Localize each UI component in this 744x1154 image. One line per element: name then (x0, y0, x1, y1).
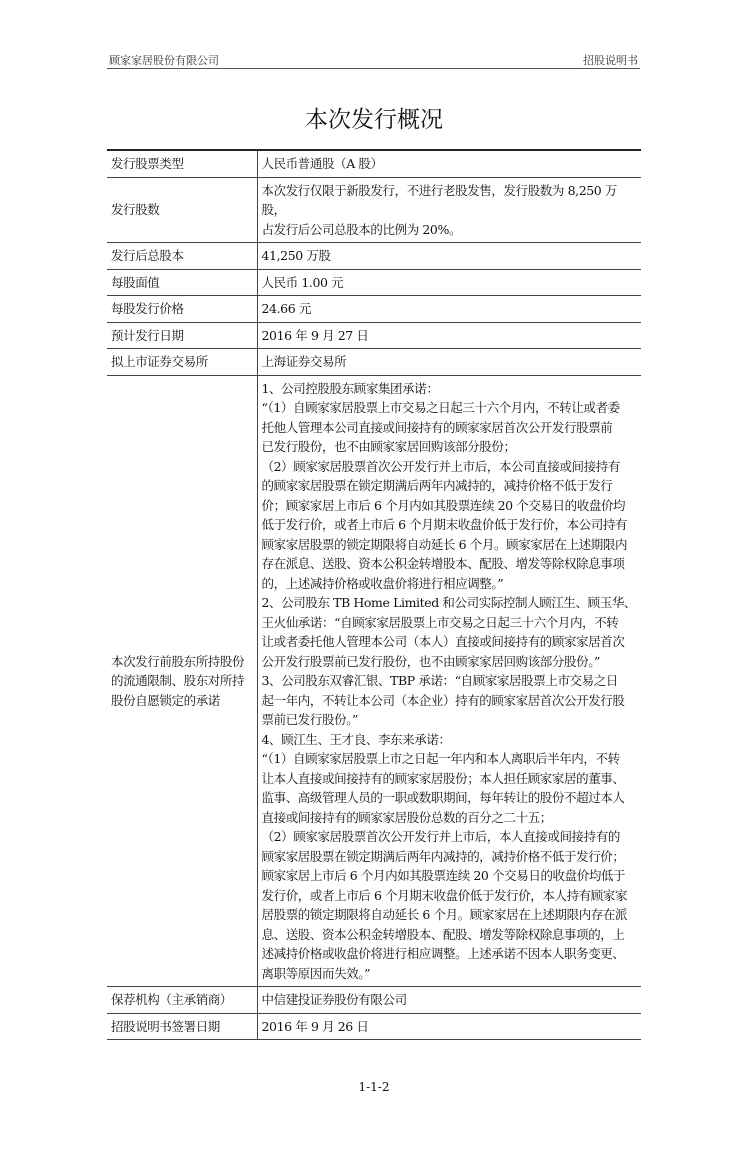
commitment-line: 价；顾家家居上市后 6 个月内如其股票连续 20 个交易日的收盘价均 (261, 497, 626, 513)
commitment-line: 的顾家家居股票在锁定期满后两年内减持的，减持价格不低于发行 (261, 478, 613, 493)
table-row (107, 243, 641, 270)
commitment-line: 顾家家居股票在锁定期满后两年内减持的，减持价格不低于发行价； (261, 848, 625, 864)
table-row (107, 987, 641, 1014)
commitment-line: 4、顾江生、王才良、李东来承诺： (261, 731, 451, 747)
value-line: 本次发行仅限于新股发行，不进行老股发售，发行股数为 8,250 万股， (261, 182, 618, 217)
running-header (107, 50, 640, 69)
row-label: 每股发行价格 (107, 296, 257, 323)
commitment-line: 起一年内，不转让本公司（本企业）持有的顾家家居首次公开发行股 (261, 692, 625, 708)
row-label: 招股说明书签署日期 (107, 1013, 257, 1040)
row-label: 保荐机构（主承销商） (107, 987, 257, 1014)
label-line: 的流通限制、股东对所持 (111, 673, 245, 688)
header-doc-type: 招股说明书 (583, 54, 638, 67)
commitment-line: 让或者委托他人管理本公司（本人）直接或间接持有的顾家家居首次 (261, 634, 625, 649)
commitment-line: 顾家家居上市后 6 个月内如其股票连续 20 个交易日的收盘价均低于 (261, 868, 626, 883)
table-row (107, 349, 641, 376)
row-value (257, 150, 641, 177)
table-row (107, 322, 641, 349)
commitment-line: 让本人直接或间接持有的顾家家居股份；本人担任顾家家居的董事、 (261, 770, 625, 786)
row-value (257, 349, 641, 376)
table-row (107, 296, 641, 323)
value-line: 占发行后公司总股本的比例为 20%。 (261, 221, 462, 237)
commitment-line: 息、送股、资本公积金转增股本、配股、增发等除权除息事项的，上 (261, 926, 625, 942)
table-row-lockup (107, 375, 641, 987)
commitment-line: 票前已发行股份。” (261, 712, 359, 727)
commitment-line: 述减持价格或收盘价将进行相应调整。上述承诺不因本人职务变更、 (261, 946, 625, 961)
commitment-line: 2、公司股东 TB Home Limited 和公司实际控制人顾江生、顾玉华、 (261, 595, 637, 610)
commitment-line: 托他人管理本公司直接或间接持有的顾家家居首次公开发行股票前 (261, 419, 613, 435)
commitment-line: （2）顾家家居股票首次公开发行并上市后，本公司直接或间接持有 (261, 458, 620, 474)
commitment-line: 离职等原因而失效。” (261, 965, 371, 981)
value-line: 41,250 万股 (261, 248, 331, 263)
commitment-line: 直接或间接持有的顾家家居股份总数的百分之二十五； (261, 809, 552, 825)
label-line: 股份自愿锁定的承诺 (111, 692, 220, 708)
header-company: 顾家家居股份有限公司 (109, 54, 219, 67)
row-value (257, 177, 641, 243)
commitment-line: 3、公司股东双睿汇银、TBP 承诺：“自顾家家居股票上市交易之日 (261, 673, 618, 688)
table-row (107, 1013, 641, 1040)
row-label: 预计发行日期 (107, 322, 257, 349)
row-label: 发行股数 (107, 177, 257, 243)
row-label (107, 375, 257, 987)
row-value (257, 296, 641, 323)
commitment-line: 顾家家居股票的锁定期限将自动延长 6 个月。顾家家居在上述期限内 (261, 536, 628, 552)
table-row (107, 269, 641, 296)
commitment-line: 发行价，或者上市后 6 个月期末收盘价低于发行价，本人持有顾家家 (261, 887, 628, 903)
value-line: 人民币普通股（A 股） (261, 156, 383, 171)
label-line: 本次发行前股东所持股份 (111, 653, 245, 669)
row-label: 每股面值 (107, 269, 257, 296)
row-value (257, 269, 641, 296)
row-value: 2016 年 9 月 26 日 (257, 1013, 641, 1040)
value-line: 人民币 1.00 元 (261, 274, 344, 290)
row-value (257, 243, 641, 270)
offering-summary-table (107, 149, 641, 1040)
commitment-line: 存在派息、送股、资本公积金转增股本、配股、增发等除权除息事项 (261, 556, 625, 571)
row-label: 发行后总股本 (107, 243, 257, 270)
table-row (107, 150, 641, 177)
commitment-line: 居股票的锁定期限将自动延长 6 个月。顾家家居在上述期限内存在派 (261, 907, 628, 922)
page-title: 本次发行概况 (305, 107, 443, 133)
commitment-line: “（1）自顾家家居股票上市交易之日起三十六个月内，不转让或者委 (261, 400, 620, 415)
commitment-line: （2）顾家家居股票首次公开发行并上市后，本人直接或间接持有的 (261, 829, 620, 844)
commitment-line: 王火仙承诺：“自顾家家居股票上市交易之日起三十六个月内，不转 (261, 614, 619, 630)
row-value: 中信建投证券股份有限公司 (257, 987, 641, 1014)
row-value (257, 322, 641, 349)
value-line: 24.66 元 (261, 301, 311, 316)
commitment-line: “（1）自顾家家居股票上市之日起一年内和本人离职后半年内，不转 (261, 751, 620, 766)
commitment-line: 的，上述减持价格或收盘价将进行相应调整。” (261, 575, 504, 591)
commitment-line: 监事、高级管理人员的一职或数职期间，每年转让的股份不超过本人 (261, 790, 625, 805)
value-line: 2016 年 9 月 27 日 (261, 327, 369, 343)
commitment-line: 1、公司控股股东顾家集团承诺： (261, 380, 439, 396)
lockup-commitments (257, 375, 641, 987)
row-label: 拟上市证券交易所 (107, 349, 257, 376)
commitment-line: 公开发行股票前已发行股份，也不由顾家家居回购该部分股份。” (261, 653, 601, 669)
row-label: 发行股票类型 (107, 150, 257, 177)
value-line: 上海证券交易所 (261, 354, 347, 369)
table-row (107, 177, 641, 243)
commitment-line: 已发行股份，也不由顾家家居回购该部分股份； (261, 439, 516, 454)
page-number: 1-1-2 (358, 1080, 390, 1094)
commitment-line: 低于发行价，或者上市后 6 个月期末收盘价低于发行价，本公司持有 (261, 517, 628, 532)
